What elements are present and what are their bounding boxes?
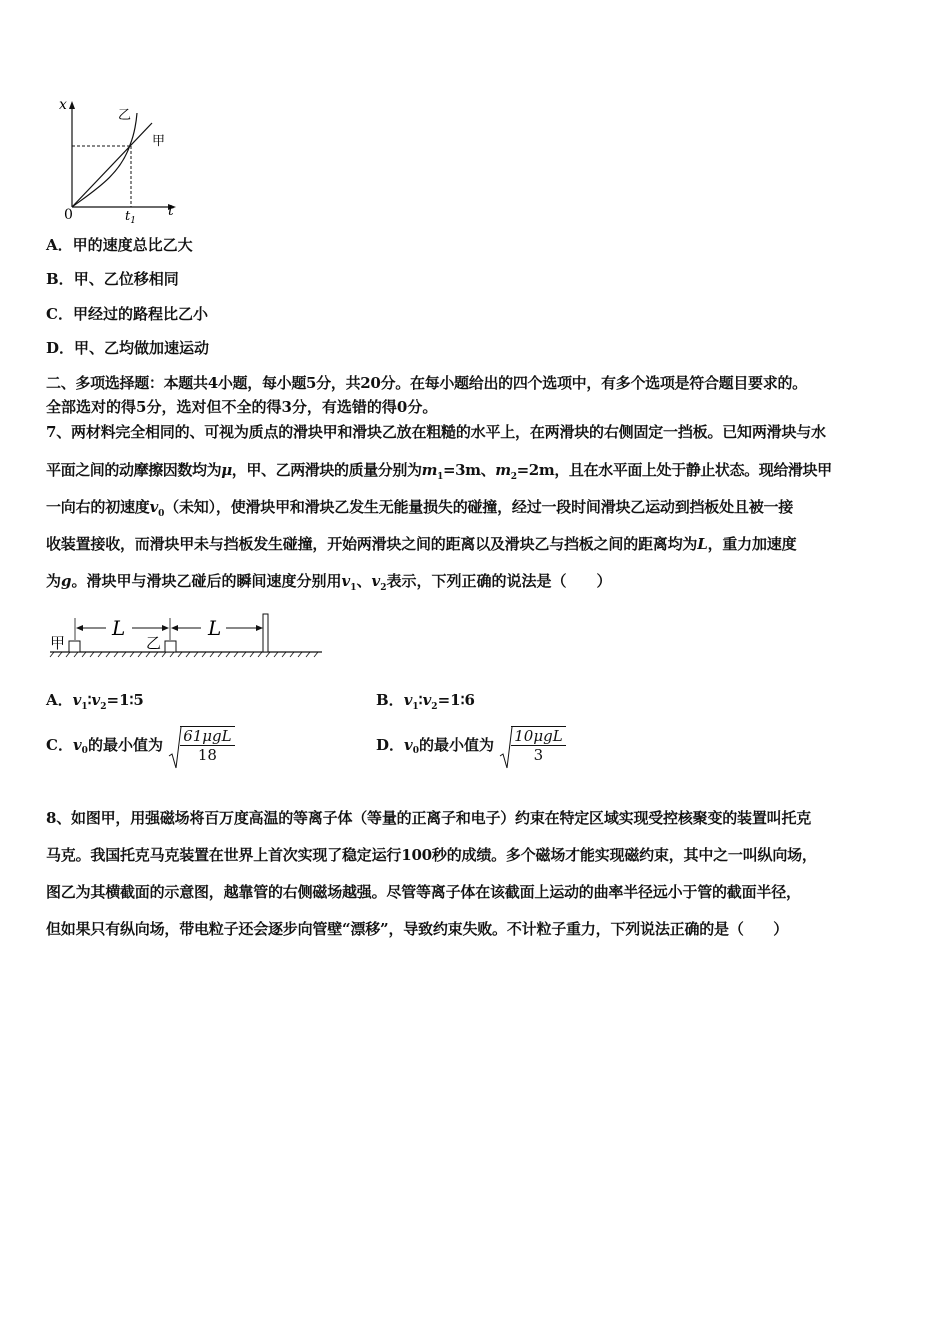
q6-option-d: D．甲、乙均做加速运动	[46, 339, 210, 357]
q8-line2: 马克。我国托克马克装置在世界上首次实现了稳定运行100秒的成绩。多个磁场才能实现磁约束，其中之一叫纵向场，	[46, 846, 817, 864]
q7-line5: 为g。滑块甲与滑块乙碰后的瞬间速度分别用$v_1$、$v_2$表示，下列正确的说法是（ ）	[46, 572, 612, 593]
label-L1: L	[112, 616, 126, 640]
label-yi: 乙	[146, 634, 162, 652]
x-axis-label: x	[59, 97, 67, 113]
q8-line1: 8、如图甲，用强磁场将百万度高温的等离子体（等量的正离子和电子）约束在特定区域实现受控核聚变的装置叫托克	[46, 809, 812, 827]
section2-line1: 二、多项选择题：本题共4小题，每小题5分，共20分。在每小题给出的四个选项中，有多个选项是符合题目要求的。	[46, 374, 807, 392]
yi-curve-label: 乙	[118, 108, 132, 123]
origin-label: 0	[64, 207, 73, 223]
q6-option-c: C．甲经过的路程比乙小	[46, 305, 208, 323]
q7-option-b: B．$v_1∶v_2=1∶6$	[376, 691, 475, 712]
yi-curve	[72, 113, 137, 207]
q6-option-b: B．甲、乙位移相同	[46, 270, 179, 288]
t-axis-label: t	[168, 203, 174, 219]
t1-label: $t_1$	[125, 209, 136, 225]
jia-line-label: 甲	[152, 134, 166, 149]
q8-line4: 但如果只有纵向场，带电粒子还会逐步向管壁“漂移”，导致约束失败。不计粒子重力，下列说法正确的是（ ）	[46, 920, 789, 938]
section2-line2: 全部选对的得5分，选对但不全的得3分，有选错的得0分。	[46, 398, 438, 416]
q7-diagram	[46, 606, 326, 662]
baffle	[263, 614, 268, 652]
q7-line2: 平面之间的动摩擦因数均为μ，甲、乙两滑块的质量分别为$m_1=3m$、$m_2=2m$，且在水平面上处于静止状态。现给滑块甲	[46, 461, 832, 482]
sqrt-d: $\frac{\text{10μgL}}{3}$	[499, 726, 565, 764]
sqrt-c: $\frac{\text{61μgL}}{18}$	[168, 726, 234, 764]
jia-line	[72, 123, 152, 207]
q7-option-a: A．$v_1∶v_2=1∶5$	[46, 691, 144, 712]
q7-line3: 一向右的初速度$v_0$（未知），使滑块甲和滑块乙发生无能量损失的碰撞，经过一段时间滑块乙运动到挡板处且被一接	[46, 498, 794, 519]
label-jia: 甲	[50, 634, 66, 652]
block-yi	[165, 641, 176, 652]
q7-option-d: D．$v_0$的最小值为 $\frac{\text{10μgL}}{3}$	[376, 726, 566, 764]
q7-line4: 收装置接收，而滑块甲未与挡板发生碰撞，开始两滑块之间的距离以及滑块乙与挡板之间的距离均为L，重力加速度	[46, 535, 797, 553]
xt-graph	[50, 95, 190, 225]
q7-option-c: C．$v_0$的最小值为 $\frac{\text{61μgL}}{18}$	[46, 726, 235, 764]
block-jia	[69, 641, 80, 652]
q8-line3: 图乙为其横截面的示意图，越靠管的右侧磁场越强。尽管等离子体在该截面上运动的曲率半径远小于管的截面半径，	[46, 883, 801, 901]
q6-option-a: A．甲的速度总比乙大	[46, 236, 193, 254]
q7-line1: 7、两材料完全相同的、可视为质点的滑块甲和滑块乙放在粗糙的水平上，在两滑块的右侧固定一挡板。已知两滑块与水	[46, 423, 826, 441]
label-L2: L	[208, 616, 222, 640]
